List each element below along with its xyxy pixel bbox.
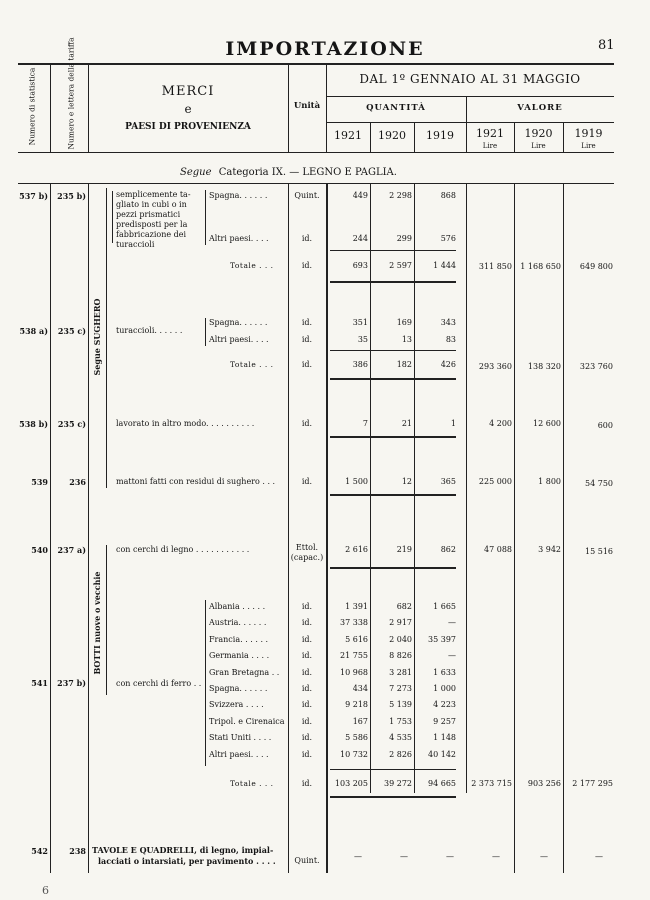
stat-number: 542 [31,846,48,856]
qty-1921: 1 500 [345,477,368,486]
country-bracket [205,318,206,346]
qty-1921: 5 616 [345,635,368,644]
period-rule [326,96,614,97]
total-qty-1919: 426 [440,360,456,369]
row-description: mattoni fatti con residui di sughero . . . [116,477,276,486]
country-bracket [205,600,206,766]
header-top-rule [18,63,614,65]
qty-1921: 37 338 [340,618,368,627]
qty-1921: — [354,852,362,861]
val-1920: 12 600 [533,419,561,428]
header-lire: Lire [581,142,596,150]
body-vline [466,183,467,793]
category-segue: Segue [180,167,212,178]
total-qty-1919: 94 665 [428,779,456,788]
country-name: Altri paesi. . . . [209,234,269,243]
sughero-bracket [106,188,107,488]
unit: id. [301,668,313,677]
unit: id. [301,335,313,344]
val-1919: 15 516 [585,547,613,556]
group-label-botti: BOTTI nuove o vecchie [92,571,102,675]
unit: id. [301,779,313,788]
val-1920: 3 942 [538,545,561,554]
unit: id. [301,261,313,270]
val-1921: 225 000 [478,477,512,486]
qty-1921: 167 [352,717,368,726]
qty-1919: 576 [440,234,456,243]
qty-1921: 351 [352,318,368,327]
botti-bracket [106,545,107,695]
header-merci: MERCI [161,84,215,99]
qty-1920: 1 753 [389,717,412,726]
qty-1921: 9 218 [345,700,368,709]
qty-1921: 21 755 [340,651,368,660]
qty-1920: 13 [401,335,412,344]
unit: id. [301,717,313,726]
qty-1919: 1 665 [433,602,456,611]
qty-1921: 35 [357,335,368,344]
stat-number: 539 [31,477,48,487]
total-val-1921: 2 373 715 [471,779,512,788]
tariff-number: 236 [69,477,86,487]
desc-line: semplicemente ta- [116,190,191,199]
country-name: Tripol. e Cirenaica [209,717,285,726]
country-name: Austria. . . . . . [209,618,267,627]
stat-number: 541 [31,678,48,688]
header-year-q-1920: 1920 [378,129,406,142]
qty-1920: 2 917 [389,618,412,627]
qty-1919: — [448,651,456,660]
qty-1919: 1 [450,419,456,428]
qty-1919: 40 142 [428,750,456,759]
total-label: Totale . . . [230,779,274,788]
body-vline [326,183,328,873]
desc-line: pezzi prismatici [116,210,181,219]
footer-mark: 6 [42,884,49,897]
header-year-v-1919: 1919 [574,127,603,140]
body-vline [50,183,51,873]
qty-1919: 4 223 [433,700,456,709]
row-description-cont: lacciati o intarsiati, per pavimento . . . . [98,856,276,866]
qty-1921: 10 732 [340,750,368,759]
header-e: e [184,102,192,116]
qty-1920: 682 [396,602,412,611]
total-qty-1921: 693 [352,261,368,270]
val-1921: — [492,852,500,861]
tariff-number: 235 c) [57,419,86,429]
qty-1921: 244 [352,234,368,243]
stat-number: 538 a) [19,326,48,336]
qty-1920: 169 [396,318,412,327]
qty-1921: 1 391 [345,602,368,611]
total-val-1921: 311 850 [478,262,512,271]
unit: id. [301,635,313,644]
stat-number: 538 b) [19,419,48,429]
row-description: TAVOLE E QUADRELLI, di legno, impial- [92,845,274,855]
qty-1921: 449 [352,191,368,200]
category-heading [180,167,397,178]
tariff-number: 238 [69,846,86,856]
val-1920: 1 800 [538,477,561,486]
total-qty-1920: 39 272 [384,779,412,788]
total-val-1920: 1 168 650 [520,262,561,271]
country-name: Altri paesi. . . . [209,335,269,344]
total-rule [330,796,456,798]
body-vline [88,183,89,873]
qty-1921: 2 616 [345,545,368,554]
unit: id. [301,477,313,486]
qty-1920: 219 [396,545,412,554]
tariff-number: 237 b) [57,678,86,688]
desc-line: fabbricazione dei [116,230,187,239]
tariff-number: 235 b) [57,191,86,201]
total-rule [330,378,456,380]
qty-1920: 12 [401,477,412,486]
unit: id. [301,700,313,709]
body-vline [514,183,515,873]
header-lire: Lire [531,142,546,150]
tariff-number: 237 a) [57,545,86,555]
header-year-v-1921: 1921 [476,127,504,140]
unit: id. [301,360,313,369]
unit-note: (capac.) [290,553,324,562]
qty-1920: 4 535 [389,733,412,742]
hdr-vline [50,65,51,152]
category-text: Categoria IX. — LEGNO E PAGLIA. [218,167,397,178]
unit: id. [301,750,313,759]
body-vline [288,183,289,873]
page-title: IMPORTAZIONE [225,38,425,60]
unit: Ettol. [295,543,319,552]
row-description: con cerchi di legno . . . . . . . . . . . [116,545,250,554]
header-lire: Lire [482,142,498,150]
country-name: Albania . . . . . [209,602,266,611]
unit: id. [301,651,313,660]
total-val-1921: 293 360 [478,362,512,371]
total-label: Totale . . . [230,261,274,270]
country-name: Spagna. . . . . . [209,318,268,327]
qty-1919: — [448,618,456,627]
qty-1920: 299 [396,234,412,243]
qty-1919: 9 257 [433,717,456,726]
unit: id. [301,318,313,327]
country-name: Stati Uniti . . . . [209,733,272,742]
row-description: lavorato in altro modo. . . . . . . . . . [116,419,255,428]
total-qty-1919: 1 444 [433,261,456,270]
header-period: DAL 1º GENNAIO AL 31 MAGGIO [359,72,581,86]
unit: id. [301,602,313,611]
qty-1919: 343 [440,318,456,327]
qty-1920: 2 040 [389,635,412,644]
subtotal-rule [330,350,456,351]
category-rule [18,183,614,184]
country-name: Spagna. . . . . . [209,191,268,200]
desc-line: predisposti per la [116,220,188,229]
total-qty-1921: 103 205 [334,779,368,788]
val-1919: — [595,852,603,861]
qty-1921: 5 586 [345,733,368,742]
qty-1919: 365 [440,477,456,486]
qty-1920: 7 273 [389,684,412,693]
row-description [116,190,191,250]
val-1921: 4 200 [489,419,512,428]
total-qty-1921: 386 [352,360,368,369]
qty-1919: 1 633 [433,668,456,677]
header-unita: Unità [293,101,321,111]
desc-line: turaccioli [116,240,155,249]
qty-1920: 21 [401,419,412,428]
qty-1919: 862 [440,545,456,554]
total-val-1920: 903 256 [527,779,561,788]
header-quantita: QUANTITÀ [366,103,426,113]
qty-1920: 8 826 [389,651,412,660]
subtotal-rule [330,250,456,251]
qty-1920: 5 139 [389,700,412,709]
qty-1921: 434 [352,684,368,693]
country-bracket [205,190,206,245]
total-val-1919: 649 800 [579,262,613,271]
header-year-q-1921: 1921 [334,129,362,142]
country-name: Gran Bretagna . . [209,668,280,677]
qty-1920: 2 298 [389,191,412,200]
unit: id. [301,419,313,428]
unit: id. [301,618,313,627]
val-1921: 47 088 [484,545,512,554]
subtotal-rule [330,769,456,770]
country-name: Spagna. . . . . . [209,684,268,693]
unit: Quint. [294,191,320,200]
total-val-1919: 323 760 [579,362,613,371]
val-1920: — [540,852,548,861]
country-name: Altri paesi. . . . [209,750,269,759]
qty-1919: 1 000 [433,684,456,693]
total-rule [330,494,456,496]
row-description: con cerchi di ferro . . [116,679,202,688]
total-rule [330,567,456,569]
qty-1919: 868 [440,191,456,200]
total-val-1919: 2 177 295 [572,779,613,788]
total-val-1920: 138 320 [527,362,561,371]
total-qty-1920: 2 597 [389,261,412,270]
qty-1919: 83 [445,335,456,344]
header-year-v-1920: 1920 [524,127,553,140]
qty-1920: 2 826 [389,750,412,759]
country-name: Francia. . . . . . [209,635,269,644]
header-numero-statistica: Numero di statistica [27,67,37,146]
header-year-q-1919: 1919 [426,129,454,142]
total-qty-1920: 182 [396,360,412,369]
stat-number: 537 b) [19,191,48,201]
desc-line: gliato in cubi o in [116,200,187,209]
desc-bracket [112,191,113,243]
qty-1921: 10 968 [340,668,368,677]
row-description: turaccioli. . . . . . [116,326,183,335]
group-label-sughero: Segue SUGHERO [92,298,102,376]
country-name: Svizzera . . . . [209,700,264,709]
qty-1920: 3 281 [389,668,412,677]
qty-1919: 1 148 [433,733,456,742]
unit: id. [301,234,313,243]
qty-1920: — [400,852,408,861]
unit: id. [301,733,313,742]
header-bottom-rule [18,152,614,153]
tariff-number: 235 c) [57,326,86,336]
country-name: Germania . . . . [209,651,270,660]
stat-number: 540 [31,545,48,555]
total-rule [330,281,456,283]
header-numero-tariffa: Numero e lettera della tariffa [66,37,76,150]
header-valore: VALORE [517,103,563,113]
unit: id. [301,684,313,693]
header-paesi: PAESI DI PROVENIENZA [125,122,251,132]
total-label: Totale . . . [230,360,274,369]
body-vline [563,183,564,873]
val-1919: 54 750 [585,479,613,488]
val-1919: 600 [597,421,613,430]
qty-1921: 7 [362,419,368,428]
page-number: 81 [598,38,615,53]
qty-1919: 35 397 [428,635,456,644]
total-rule [330,436,456,438]
unit: Quint. [294,856,320,865]
qty-1919: — [446,852,454,861]
